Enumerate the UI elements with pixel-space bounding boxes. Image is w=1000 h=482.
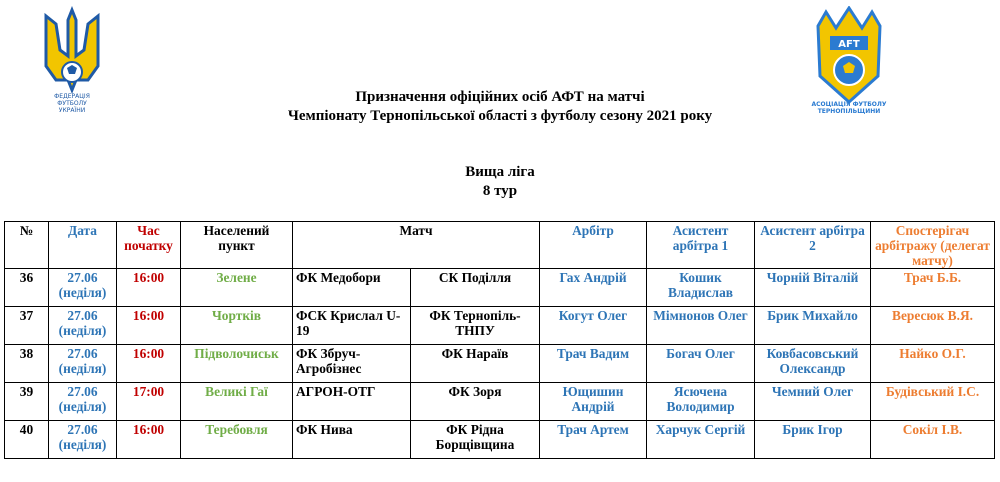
row-assistant2: Брик Михайло bbox=[755, 307, 871, 345]
row-assistant1: Мімнонов Олег bbox=[647, 307, 755, 345]
table-row bbox=[5, 269, 995, 307]
row-assistant2: Ковбасовський Олександр bbox=[755, 345, 871, 383]
header-observer: Спостерігач арбітражу (делегат матчу) bbox=[871, 222, 995, 269]
header-date: Дата bbox=[49, 222, 117, 269]
row-place: Теребовля bbox=[181, 421, 293, 459]
row-number: 36 bbox=[5, 269, 49, 307]
row-referee: Ющишин Андрій bbox=[540, 383, 647, 421]
row-observer: Будівський І.С. bbox=[871, 383, 995, 421]
row-away-team: ФК Тернопіль-ТНПУ bbox=[411, 307, 540, 345]
row-referee: Когут Олег bbox=[540, 307, 647, 345]
table-row bbox=[5, 421, 995, 459]
svg-text:AFT: AFT bbox=[838, 39, 860, 50]
row-date: 27.06 (неділя) bbox=[49, 269, 117, 307]
row-home-team: ФК Медобори bbox=[293, 269, 411, 307]
row-place: Чортків bbox=[181, 307, 293, 345]
row-observer: Трач Б.Б. bbox=[871, 269, 995, 307]
schedule-table bbox=[4, 221, 995, 459]
row-observer: Найко О.Г. bbox=[871, 345, 995, 383]
row-time: 16:00 bbox=[117, 269, 181, 307]
row-away-team: ФК Зоря bbox=[411, 383, 540, 421]
row-time: 16:00 bbox=[117, 345, 181, 383]
table-header-row bbox=[5, 222, 995, 269]
header-assistant2: Асистент арбітра 2 bbox=[755, 222, 871, 269]
league-name: Вища ліга bbox=[465, 164, 535, 180]
row-time: 16:00 bbox=[117, 307, 181, 345]
row-assistant1: Кошик Владислав bbox=[647, 269, 755, 307]
row-number: 37 bbox=[5, 307, 49, 345]
row-referee: Гах Андрій bbox=[540, 269, 647, 307]
svg-text:ТЕРНОПІЛЬЩИНИ: ТЕРНОПІЛЬЩИНИ bbox=[817, 108, 881, 114]
row-observer: Вересюк В.Я. bbox=[871, 307, 995, 345]
round-name: 8 тур bbox=[482, 183, 518, 199]
row-assistant2: Чорній Віталій bbox=[755, 269, 871, 307]
row-home-team: ФСК Крислал U-19 bbox=[293, 307, 411, 345]
svg-text:УКРАЇНИ: УКРАЇНИ bbox=[58, 107, 86, 114]
row-date: 27.06 (неділя) bbox=[49, 307, 117, 345]
row-observer: Сокіл І.В. bbox=[871, 421, 995, 459]
row-assistant1: Богач Олег bbox=[647, 345, 755, 383]
row-number: 40 bbox=[5, 421, 49, 459]
row-assistant2: Брик Ігор bbox=[755, 421, 871, 459]
header-time: Час початку bbox=[117, 222, 181, 269]
row-home-team: АГРОН-ОТГ bbox=[293, 383, 411, 421]
row-away-team: ФК Нараїв bbox=[411, 345, 540, 383]
row-home-team: ФК Збруч-Агробізнес bbox=[293, 345, 411, 383]
row-referee: Трач Артем bbox=[540, 421, 647, 459]
row-assistant2: Чемний Олег bbox=[755, 383, 871, 421]
row-number: 38 bbox=[5, 345, 49, 383]
row-date: 27.06 (неділя) bbox=[49, 383, 117, 421]
header-num: № bbox=[5, 222, 49, 269]
row-assistant1: Ясючена Володимир bbox=[647, 383, 755, 421]
row-time: 17:00 bbox=[117, 383, 181, 421]
row-place: Зелене bbox=[181, 269, 293, 307]
header-place: Населений пункт bbox=[181, 222, 293, 269]
row-date: 27.06 (неділя) bbox=[49, 421, 117, 459]
header-referee: Арбітр bbox=[540, 222, 647, 269]
table-row bbox=[5, 345, 995, 383]
row-time: 16:00 bbox=[117, 421, 181, 459]
row-place: Підволочиськ bbox=[181, 345, 293, 383]
row-number: 39 bbox=[5, 383, 49, 421]
title-line-1: Призначення офіційних осіб АФТ на матчі bbox=[355, 89, 645, 105]
table-row bbox=[5, 383, 995, 421]
table-row bbox=[5, 307, 995, 345]
header-assistant1: Асистент арбітра 1 bbox=[647, 222, 755, 269]
row-home-team: ФК Нива bbox=[293, 421, 411, 459]
row-away-team: ФК Рідна Борщівщина bbox=[411, 421, 540, 459]
row-date: 27.06 (неділя) bbox=[49, 345, 117, 383]
svg-text:ФУТБОЛУ: ФУТБОЛУ bbox=[57, 100, 87, 107]
header-match: Матч bbox=[293, 222, 540, 269]
row-referee: Трач Вадим bbox=[540, 345, 647, 383]
row-away-team: СК Поділля bbox=[411, 269, 540, 307]
svg-text:ФЕДЕРАЦІЯ: ФЕДЕРАЦІЯ bbox=[54, 93, 90, 100]
row-place: Великі Гаї bbox=[181, 383, 293, 421]
row-assistant1: Харчук Сергій bbox=[647, 421, 755, 459]
title-line-2: Чемпіонату Тернопільської області з футболу сезону 2021 року bbox=[287, 108, 713, 124]
svg-text:АСОЦІАЦІЯ ФУТБОЛУ: АСОЦІАЦІЯ ФУТБОЛУ bbox=[811, 101, 887, 108]
